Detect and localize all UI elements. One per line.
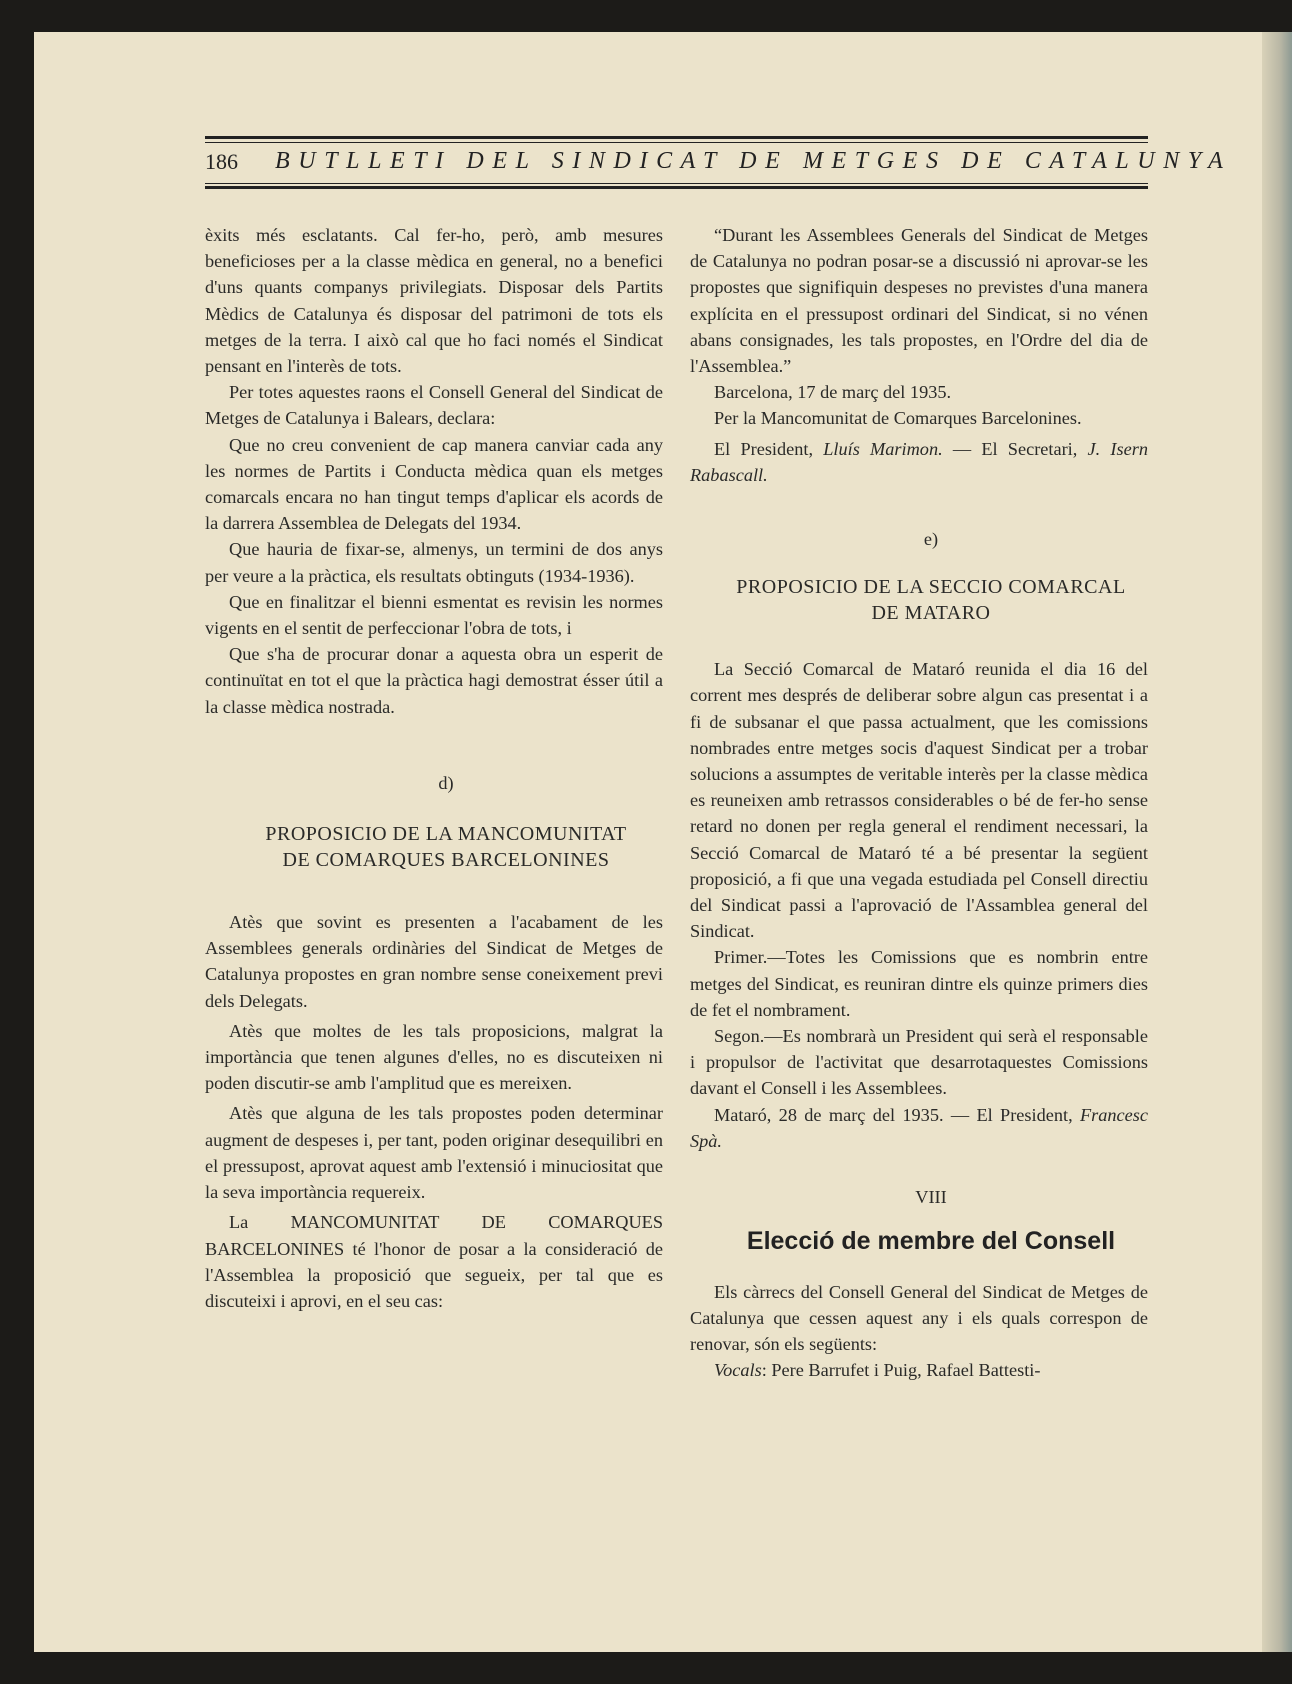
page-header — [205, 136, 1232, 190]
paragraph: Atès que moltes de les tals proposicions, malgrat la importància que tenen algunes d'elles, no es discuteixen ni poden discutir-se amb l'amplitud que es mereixen. — [205, 1020, 663, 1094]
signature-line: El President, Lluís Marimon. — El Secretari, J. Isern Rabascall. — [690, 438, 1149, 485]
president-name: Lluís Marimon. — [823, 438, 943, 459]
section-heading: DE COMARQUES BARCELONINES — [282, 849, 610, 872]
scan-edge — [1262, 32, 1292, 1652]
right-column — [690, 222, 1148, 1383]
paragraph: La Secció Comarcal de Mataró reunida el dia 16 del corrent mes després de deliberar sobre algun cas presentat i a fi de subsanar el que passa actualment, que les comissions nombrades entre metges socis d'aquest Sindicat per a trobar solucions a assumptes de veritable interès per la classe mèdica es reuneixen amb retrassos considerables o bé de fer-ho sense retard no donen per regla general el rendiment necessari, la Secció Comarcal de Mataró té a bé presentar la següent proposició, a fi que una vegada estudiada pel Consell directiu del Sindicat passi a l'aprovació de l'Assamblea general del Sindicat. — [690, 659, 1148, 942]
paragraph: Atès que alguna de les tals propostes poden determinar augment de despeses i, per tant, poden originar desequilibri en el pressupost, aprovat aquest amb l'extensió i minuciositat que la seva importància requereix. — [205, 1103, 663, 1203]
left-column — [205, 222, 663, 1314]
paragraph: Per totes aquestes raons el Consell General del Sindicat de Metges de Catalunya i Balears, declara: — [205, 382, 663, 429]
section-heading: PROPOSICIO DE LA SECCIO COMARCAL — [736, 576, 1126, 599]
header-rule — [205, 186, 1148, 189]
paragraph: Que hauria de fixar-se, almenys, un termini de dos anys per veure a la pràctica, els resultats obtinguts (1934-1936). — [205, 539, 663, 586]
section-heading: DE MATARO — [871, 602, 991, 625]
paragraph: Que s'ha de procurar donar a aquesta obra un esperit de continuïtat en tot el que la pràctica hagi demostrat ésser útil a la classe mèdica nostrada. — [205, 644, 663, 717]
header-rule — [205, 136, 1148, 139]
journal-title: BUTLLETI DEL SINDICAT DE METGES DE CATALUNYA — [275, 148, 1232, 174]
section-number: VIII — [915, 1187, 947, 1208]
paragraph: Atès que sovint es presenten a l'acabament de les Assemblees generals ordinàries del Sindicat de Metges de Catalunya propostes en gran nombre sense coneixement previ dels Delegats. — [205, 912, 663, 1011]
paragraph: La MANCOMUNITAT DE COMARQUES BARCELONINES té l'honor de posar a la consideració de l'Assemblea la proposició que segueix, per tal que es discuteixi i aprovi, en el seu cas: — [205, 1212, 663, 1311]
paragraph: Vocals: Pere Barrufet i Puig, Rafael Battesti- — [714, 1360, 1041, 1381]
vocals-label: Vocals — [714, 1360, 762, 1381]
paragraph: Que no creu convenient de cap manera canviar cada any les normes de Partits i Conducta mèdica quan els metges comarcals encara no han tingut temps d'aplicar els acords de la darrera Assemblea de Delegats del 1934. — [205, 434, 663, 534]
section-heading: PROPOSICIO DE LA MANCOMUNITAT — [265, 823, 627, 846]
section-letter: e) — [923, 529, 939, 550]
paragraph: Els càrrecs del Consell General del Sindicat de Metges de Catalunya que cessen aquest any i els quals correspon de renovar, són els següents: — [690, 1281, 1148, 1354]
header-rule — [205, 142, 1148, 143]
paragraph: Primer.—Totes les Comissions que es nombrin entre metges del Sindicat, es reuniran dintre els quinze primers dies de fet el nombrament. — [690, 947, 1148, 1020]
date-line: Barcelona, 17 de març del 1935. — [714, 382, 952, 403]
paragraph: Per la Mancomunitat de Comarques Barcelonines. — [714, 408, 1082, 429]
paragraph: Que en finalitzar el bienni esmentat es revisin les normes vigents en el sentit de perfeccionar l'obra de tots, i — [205, 591, 663, 639]
secretary-name: J. Isern Rabascall. — [690, 438, 1149, 485]
paragraph: èxits més esclatants. Cal fer-ho, però, amb mesures beneficioses per a la classe mèdica en general, no a benefici d'uns quants companys privilegiats. Disposar dels Partits Mèdics de Catalunya és disposar del patrimoni de tots els metges de la terra. I això cal que ho faci només el Sindicat pensant en l'interès de tots. — [205, 225, 663, 377]
quoted-proposal: “Durant les Assemblees Generals del Sindicat de Metges de Catalunya no podran posar-se a discussió ni aprovar-se les propostes que signifiquin despeses no previstes d'una manera explícita en el pressupost ordinari del Sindicat, si no vénen abans consignades, les tals propostes, en l'Ordre del dia de l'Assemblea.” — [690, 225, 1148, 377]
president-name: Francesc Spà. — [690, 1104, 1148, 1151]
section-title: Elecció de membre del Consell — [746, 1227, 1116, 1256]
signature-line: Mataró, 28 de març del 1935. — El President, Francesc Spà. — [690, 1104, 1148, 1151]
header-rule — [205, 183, 1148, 184]
page-number: 186 — [205, 149, 238, 174]
paragraph: Segon.—Es nombrarà un President qui serà el responsable i propulsor de l'activitat que desarrotaquestes Comissions davant el Consell i les Assemblees. — [690, 1026, 1148, 1099]
section-letter: d) — [438, 772, 454, 793]
